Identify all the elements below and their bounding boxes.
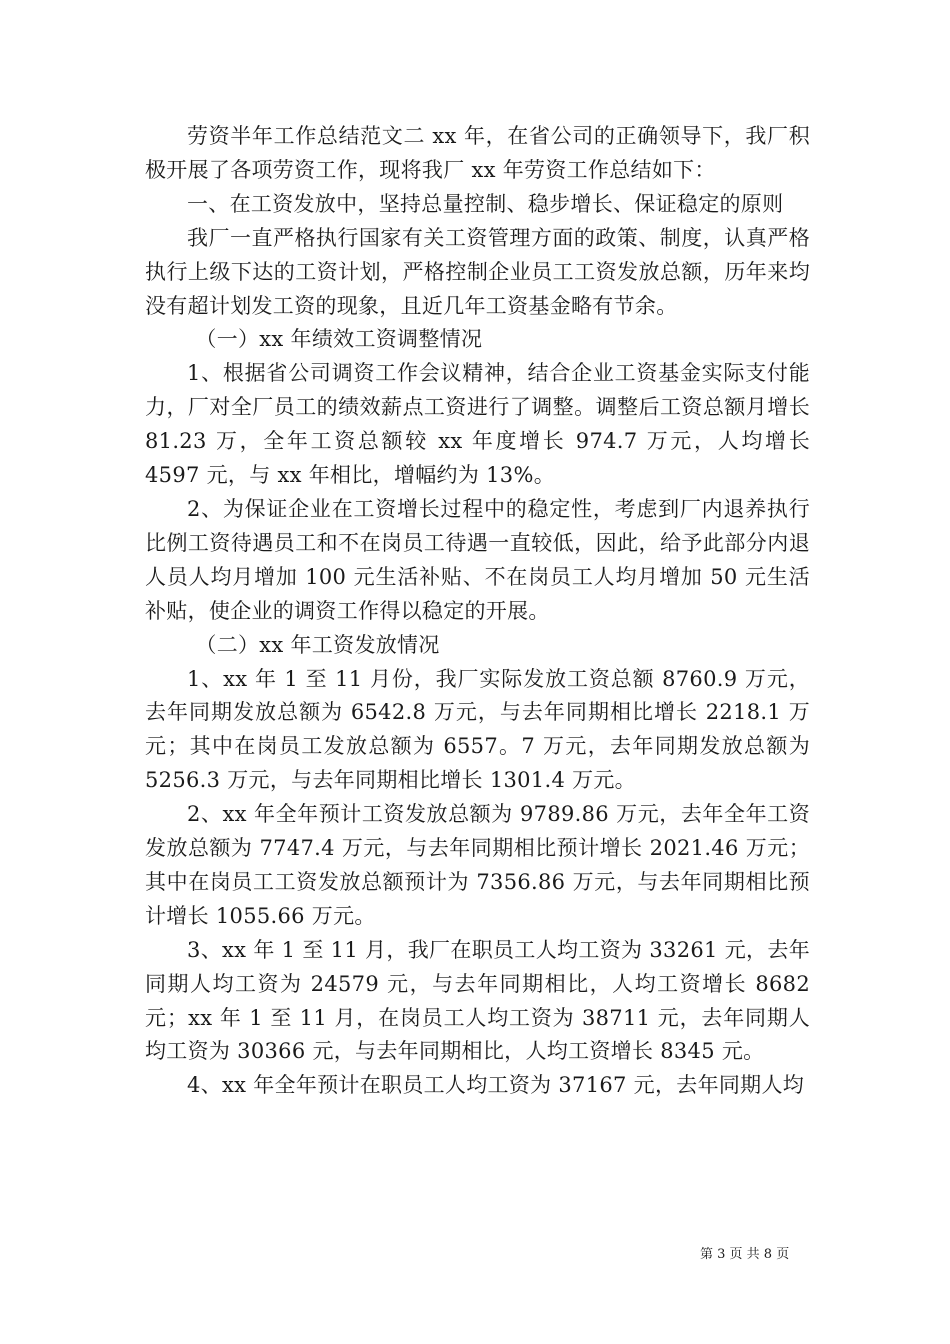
heading-subsection-1: （一）xx 年绩效工资调整情况	[195, 327, 483, 352]
paragraph-item-1-1: 1、根据省公司调资工作会议精神，结合企业工资基金实际支付能力，厂对全厂员工的绩效薪点工资进行了调整。调整后工资总额月增长 81.23 万，全年工资总额较 xx 年度增长 974.7 万元，人均增长 4597 元，与 xx 年相比，增幅约为 13%。	[145, 361, 810, 488]
paragraph-item-2-2: 2、xx 年全年预计工资发放总额为 9789.86 万元，去年全年工资发放总额为 7747.4 万元，与去年同期相比预计增长 2021.46 万元；其中在岗员工工资发放总额预计为 7356.86 万元，与去年同期相比预计增长 1055.66 万元。	[145, 802, 810, 928]
paragraph-intro: 劳资半年工作总结范文二 xx 年，在省公司的正确领导下，我厂积极开展了各项劳资工作，现将我厂 xx 年劳资工作总结如下：	[145, 124, 810, 182]
document-body	[145, 120, 810, 1103]
paragraph-item-2-3: 3、xx 年 1 至 11 月，我厂在职员工人均工资为 33261 元，去年同期人均工资为 24579 元，与去年同期相比，人均工资增长 8682 元；xx 年 1 至 11 月，在岗员工人均工资为 38711 元，去年同期人均工资为 30366 元，与去年同期相比，人均工资增长 8345 元。	[145, 937, 810, 1064]
page-number-footer: 第 3 页 共 8 页	[700, 1247, 790, 1262]
heading-subsection-2: （二）xx 年工资发放情况	[195, 632, 440, 657]
heading-section-1: 一、在工资发放中，坚持总量控制、稳步增长、保证稳定的原则	[187, 191, 784, 216]
paragraph-item-2-1: 1、xx 年 1 至 11 月份，我厂实际发放工资总额 8760.9 万元，去年同期发放总额为 6542.8 万元，与去年同期相比增长 2218.1 万元；其中在岗员工发放总额为 6557。7 万元，去年同期发放总额为 5256.3 万元，与去年同期相比增长 1301.4 万元。	[145, 666, 810, 793]
paragraph-item-1-2: 2、为保证企业在工资增长过程中的稳定性，考虑到厂内退养执行比例工资待遇员工和不在岗员工待遇一直较低，因此，给予此部分内退人员人均月增加 100 元生活补贴、不在岗员工人均月增加 50 元生活补贴，使企业的调资工作得以稳定的开展。	[145, 496, 810, 623]
paragraph-policy: 我厂一直严格执行国家有关工资管理方面的政策、制度，认真严格执行上级下达的工资计划，严格控制企业员工工资发放总额，历年来均没有超计划发工资的现象，且近几年工资基金略有节余。	[145, 225, 810, 318]
paragraph-item-2-4: 4、xx 年全年预计在职员工人均工资为 37167 元，去年同期人均	[187, 1073, 805, 1098]
